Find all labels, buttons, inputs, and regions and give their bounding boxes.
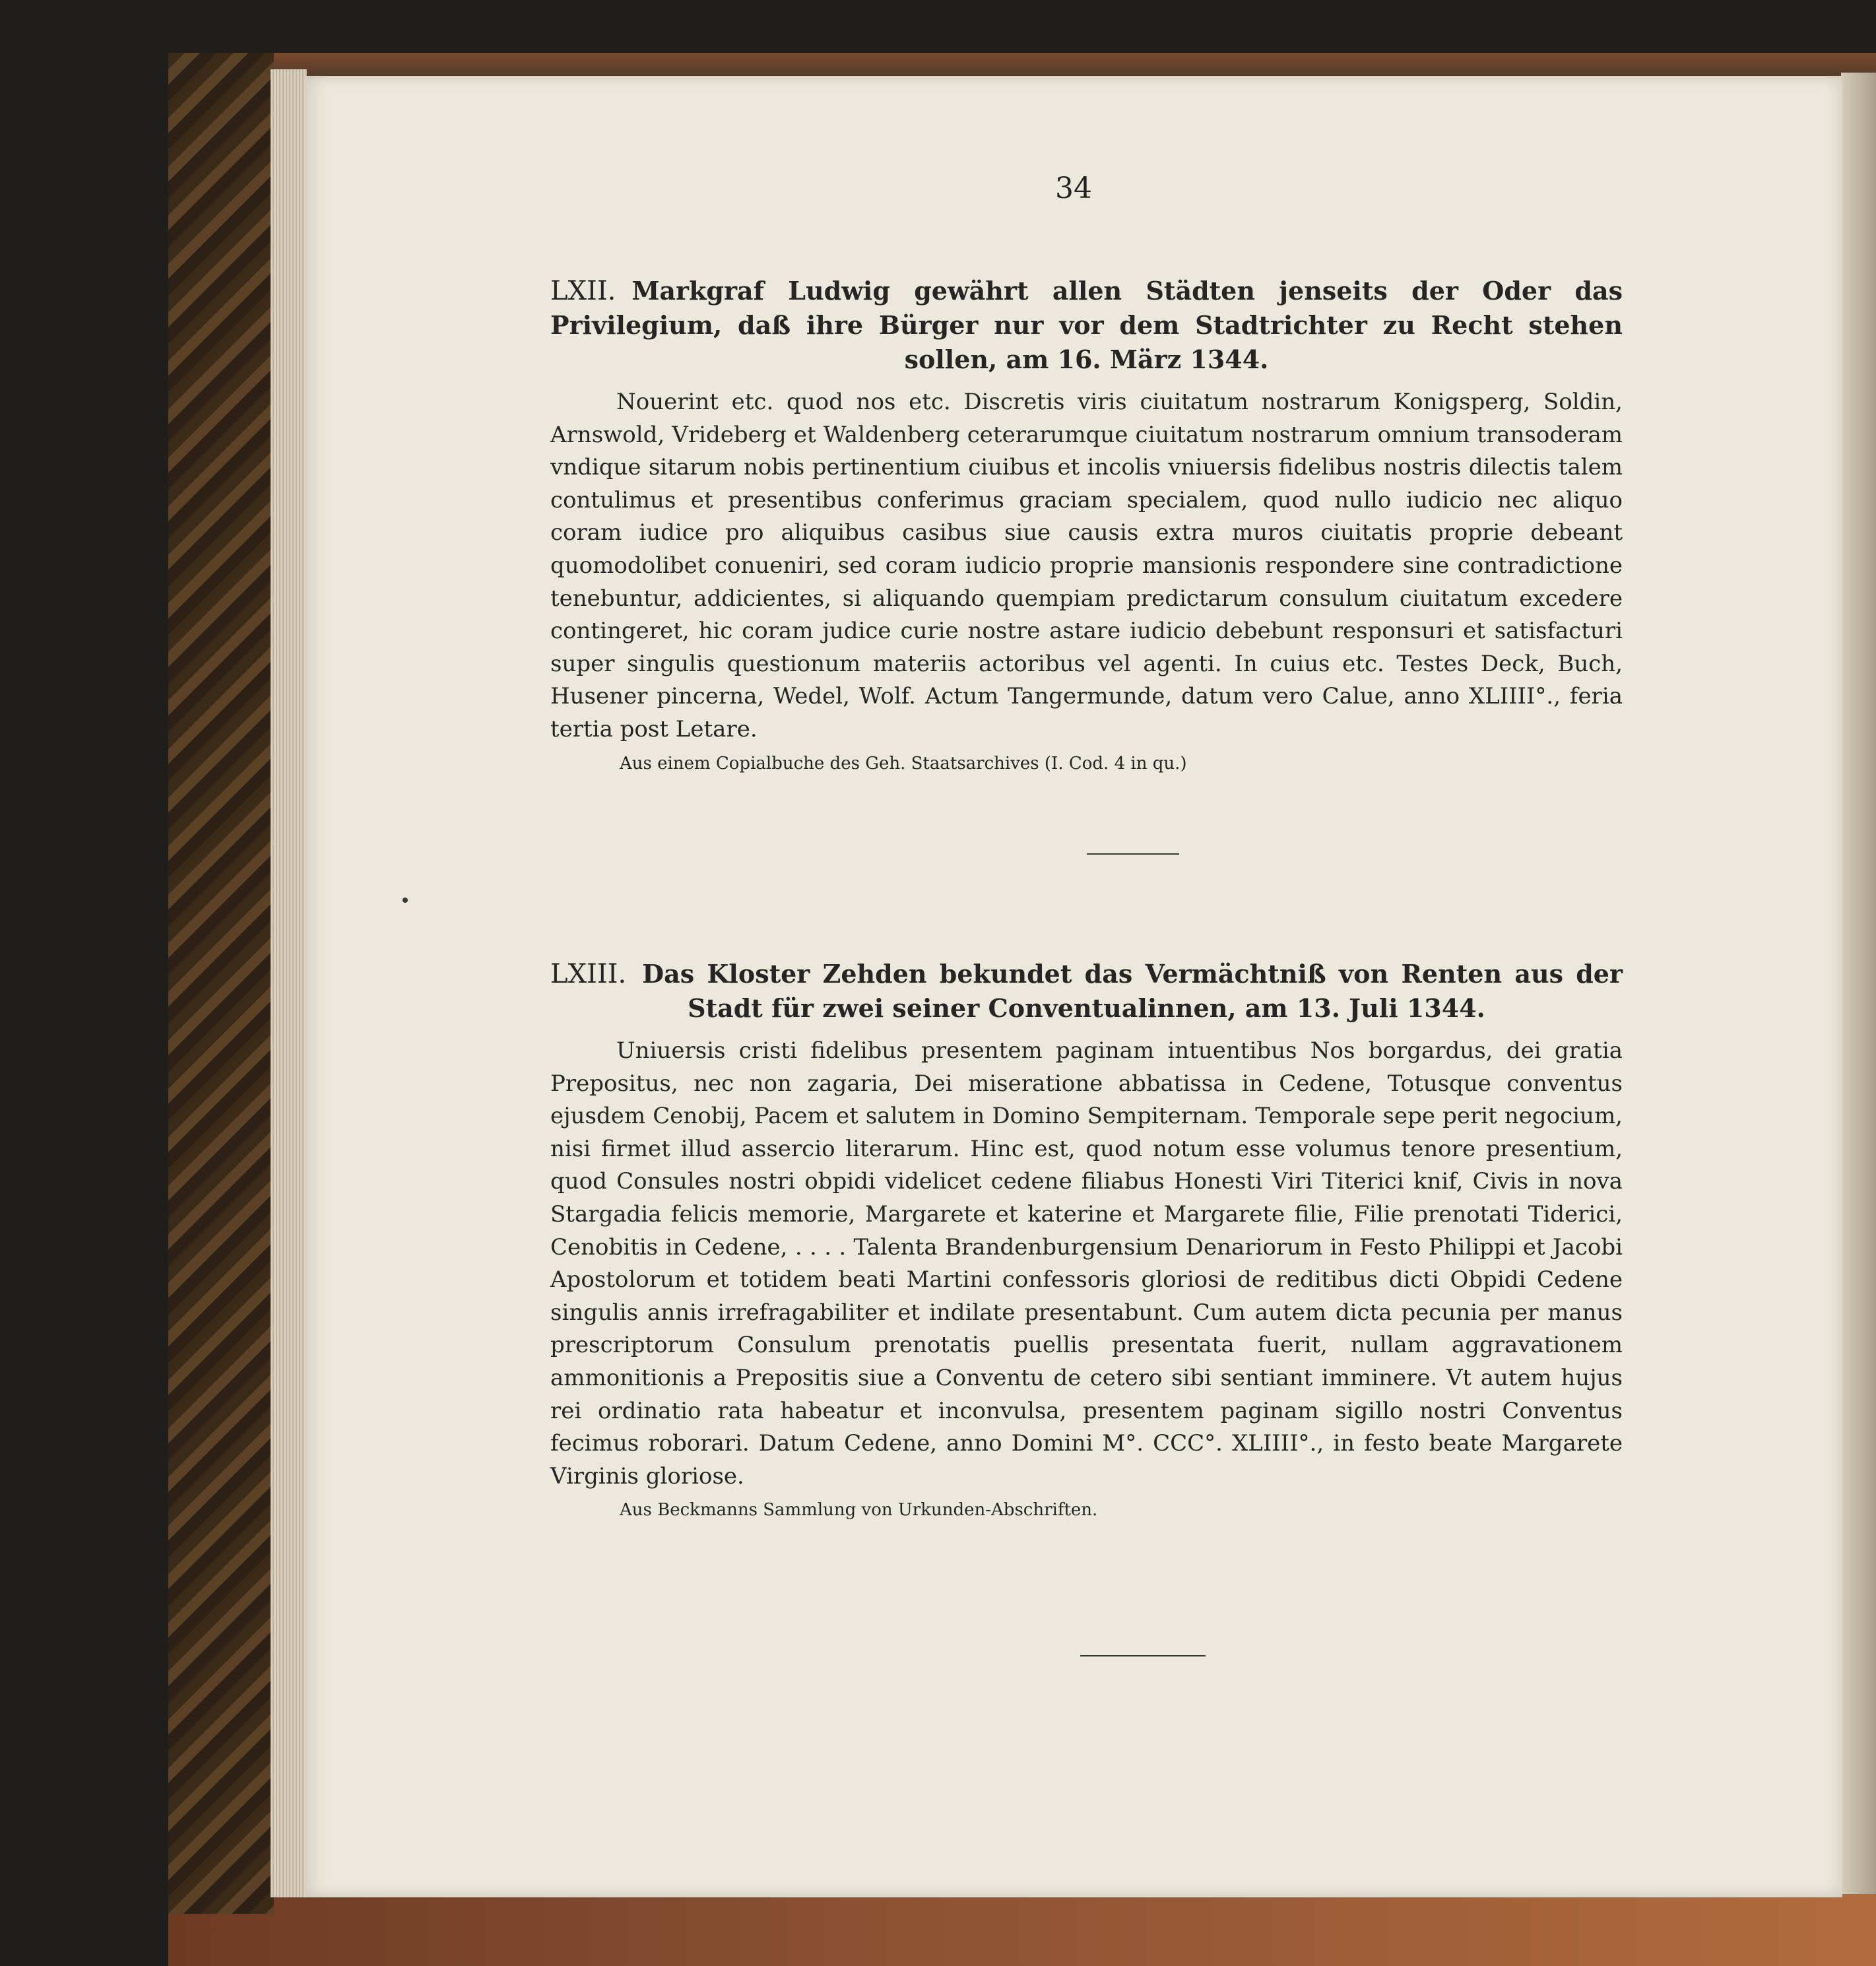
page-stack-left — [271, 69, 307, 1897]
document-lxiii — [550, 957, 1623, 1523]
section-divider — [1080, 1655, 1206, 1656]
document-numeral: LXIII. — [550, 959, 627, 989]
document-source: Aus Beckmanns Sammlung von Urkunden-Abschriften. — [620, 1500, 1098, 1521]
book-page — [305, 76, 1842, 1897]
marbled-board — [168, 53, 274, 1914]
page-number: 34 — [1055, 172, 1092, 205]
page-stack-right — [1841, 73, 1876, 1894]
document-title: Das Kloster Zehden bekundet das Vermächtniß von Renten aus der Stadt für zwei seiner Conventualinnen, am 13. Juli 1344. — [642, 959, 1623, 1023]
binding-top-edge — [168, 53, 1876, 79]
document-body: Uniuersis cristi fidelibus presentem paginam intuentibus Nos borgardus, dei gratia Prepositus, nec non zagaria, Dei miseratione abbatissa in Cedene, Totusque conventus ejusdem Cenobij, Pacem et salutem in Domino Sempiternam. Temporale sepe perit negocium, nisi firmet illud assercio literarum. Hinc est, quod notum esse volumus tenore presentium, quod Consules nostri obpidi videlicet cedene filiabus Honesti Viri Titerici knif, Civis in nova Stargadia felicis memorie, Margarete et katerine et Margarete filie, Filie prenotati Tiderici, Cenobitis in Cedene, . . . . Talenta Brandenburgensium Denariorum in Festo Philippi et Jacobi Apostolorum et totidem beati Martini confessoris gloriosi de reditibus dicti Obpidi Cedene singulis annis irrefragabiliter et indilate presentabunt. Cum autem dicta pecunia per manus prescriptorum Consulum prenotatis puellis presentata fuerit, nullam aggravationem ammonitionis a Prepositis siue a Conventu de cetero sibi sentiant imminere. Vt autem hujus rei ordinatio rata habeatur et inconvulsa, presentem paginam sigillo nostri Conventus fecimus roborari. Datum Cedene, anno Domini M°. CCC°. XLIIII°., in festo beate Margarete Virginis gloriose. — [550, 1037, 1623, 1490]
document-heading — [550, 957, 1623, 1026]
document-body: Nouerint etc. quod nos etc. Discretis viris ciuitatum nostrarum Konigsperg, Soldin, Arnswold, Vrideberg et Waldenberg ceterarumque ciuitatum nostrarum omnium transoderam vndique sitarum nobis pertinentium ciuibus et incolis vniuersis fidelibus nostris dilectis talem contulimus et presentibus conferimus graciam specialem, quod nullo iudicio nec aliquo coram iudice pro aliquibus casibus siue causis extra muros ciuitatis proprie debeant quomodolibet conueniri, sed coram iudicio proprie mansionis respondere sine contradictione tenebuntur, addicientes, si aliquando quempiam predictarum consulum ciuitatum excedere contingeret, hic coram judice curie nostre astare iudicio debebunt responsuri et satisfacturi super singulis questionum materiis actoribus vel agenti. In cuius etc. Testes Deck, Buch, Husener pincerna, Wedel, Wolf. Actum Tangermunde, datum vero Calue, anno XLIIII°., feria tertia post Letare. — [550, 389, 1623, 742]
document-source: Aus einem Copialbuche des Geh. Staatsarchives (I. Cod. 4 in qu.) — [620, 753, 1187, 773]
document-numeral: LXII. — [550, 276, 616, 306]
document-title: Markgraf Ludwig gewährt allen Städten jenseits der Oder das Privilegium, daß ihre Bürger nur vor dem Stadtrichter zu Recht stehen sollen, am 16. März 1344. — [550, 276, 1623, 374]
document-heading — [550, 274, 1623, 377]
document-lxii — [550, 274, 1623, 777]
ink-speck — [403, 898, 408, 903]
section-divider — [1087, 853, 1179, 855]
